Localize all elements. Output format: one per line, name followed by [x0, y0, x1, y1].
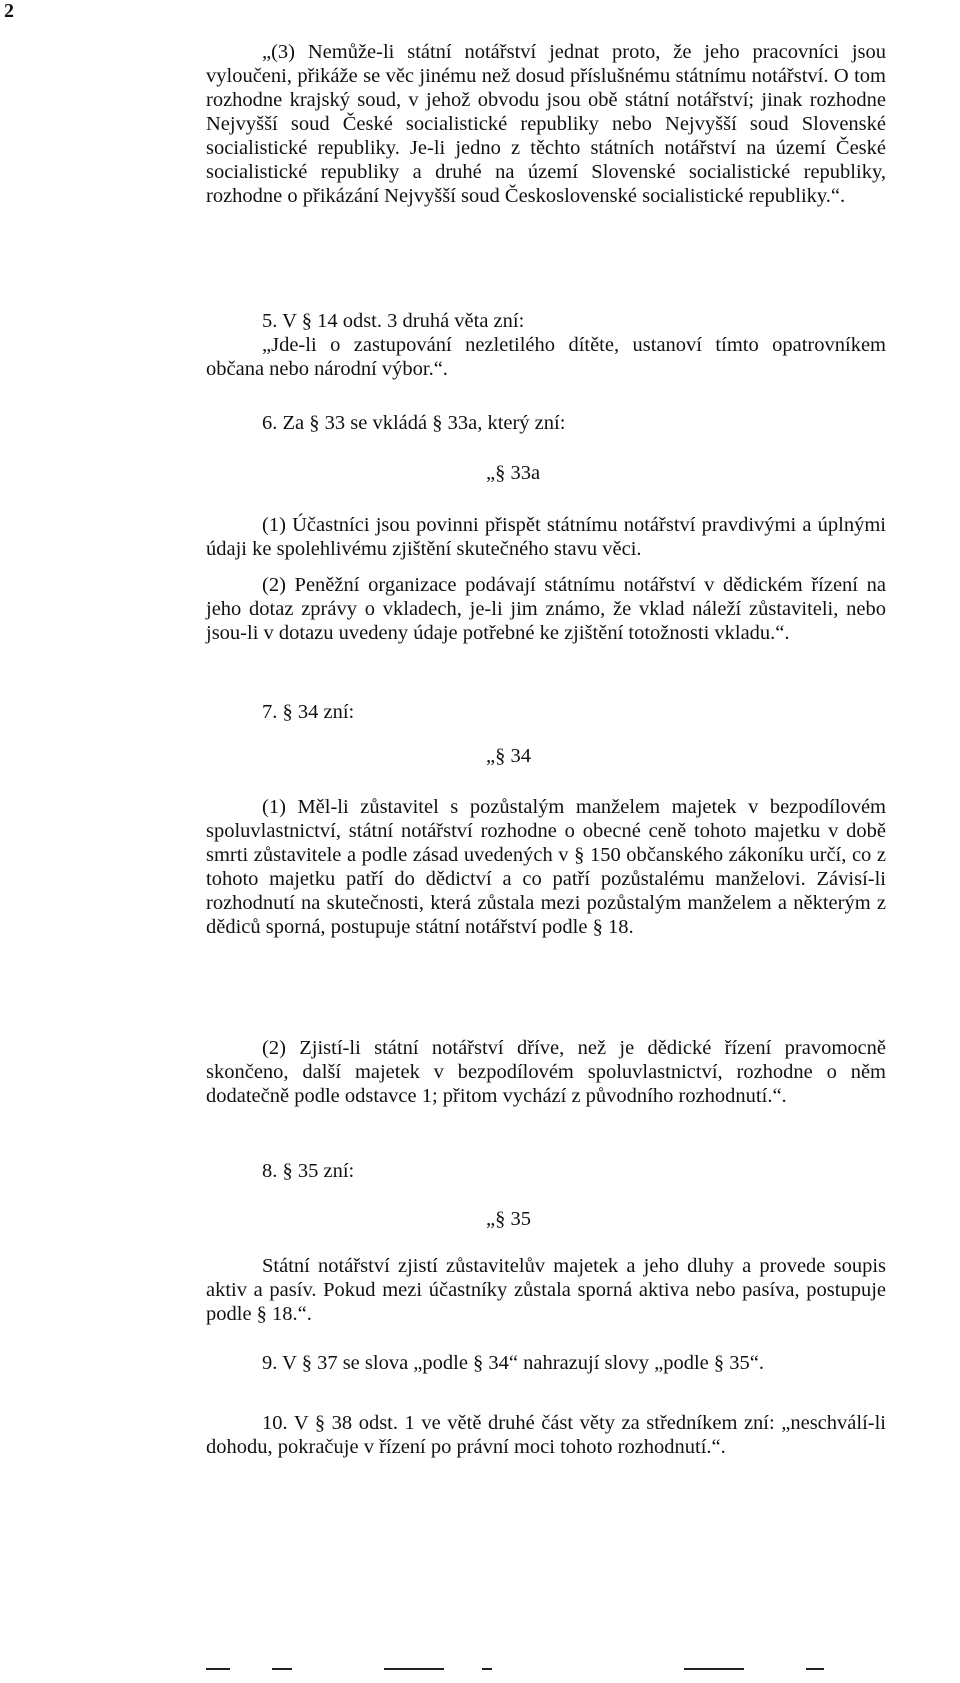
section-heading-34: „§ 34	[486, 745, 531, 767]
item-8: 8. § 35 zní:	[262, 1160, 355, 1182]
item-6: 6. Za § 33 se vkládá § 33a, který zní:	[262, 412, 566, 434]
footer-rule	[0, 1668, 960, 1670]
item-7: 7. § 34 zní:	[262, 701, 355, 723]
item-9: 9. V § 37 se slova „podle § 34“ nahrazují slovy „podle § 35“.	[262, 1352, 764, 1374]
paragraph-notarstvi-3: „(3) Nemůže-li státní notářství jednat proto, že jeho pracovníci jsou vyloučeni, přikáže se věc jinému než dosud příslušnému státnímu notářství. O tom rozhodne krajský soud, v jehož obvodu jsou obě státní notářství; jinak rozhodne Nejvyšší soud České socialistické republiky nebo Nejvyšší soud Slovenské socialistické republiky. Je-li jedno z těchto státních notářství na území České socialistické republiky a druhé na území Slovenské socialistické republiky, rozhodne o přikázání Nejvyšší soud Československé socialistické republiky.“.	[206, 41, 886, 207]
paragraph-33a-1: (1) Účastníci jsou povinni přispět státnímu notářství pravdivými a úplnými údaji ke spolehlivému zjištění skutečného stavu věci.	[206, 514, 886, 560]
item-10: 10. V § 38 odst. 1 ve větě druhé část věty za středníkem zní: „neschválí-li dohodu, pokračuje v řízení po právní moci tohoto rozhodnutí.“.	[206, 1412, 886, 1458]
paragraph-34-2: (2) Zjistí-li státní notářství dříve, než je dědické řízení pravomocně skončeno, další majetek v bezpodílovém spoluvlastnictví, rozhodne o něm dodatečně podle odstavce 1; přitom vychází z původního rozhodnutí.“.	[206, 1037, 886, 1107]
paragraph-33a-2: (2) Peněžní organizace podávají státnímu notářství v dědickém řízení na jeho dotaz zprávy o vkladech, je-li jim známo, že vklad náleží zůstaviteli, nebo jsou-li v dotazu uvedeny údaje potřebné ke zjištění totožnosti vkladu.“.	[206, 574, 886, 644]
item-5: 5. V § 14 odst. 3 druhá věta zní:	[262, 310, 525, 332]
page-number: 2	[4, 0, 14, 22]
paragraph-35: Státní notářství zjistí zůstavitelův majetek a jeho dluhy a provede soupis aktiv a pasív. Pokud mezi účastníky zůstala sporná aktiva nebo pasíva, postupuje podle § 18.“.	[206, 1255, 886, 1325]
paragraph-zastupovani: „Jde-li o zastupování nezletilého dítěte, ustanoví tímto opatrovníkem občana nebo národní výbor.“.	[206, 334, 886, 380]
section-heading-35: „§ 35	[486, 1208, 531, 1230]
section-heading-33a: „§ 33a	[486, 462, 541, 484]
paragraph-34-1: (1) Měl-li zůstavitel s pozůstalým manželem majetek v bezpodílovém spoluvlastnictví, státní notářství rozhodne o obecné ceně tohoto majetku v době smrti zůstavitele a podle zásad uvedených v § 150 občanského zákoníku určí, co z tohoto majetku patří do dědictví a co patří pozůstalému manželovi. Závisí-li rozhodnutí na skutečnosti, která zůstala mezi pozůstalým manželem a některým z dědiců sporná, postupuje státní notářství podle § 18.	[206, 796, 886, 938]
